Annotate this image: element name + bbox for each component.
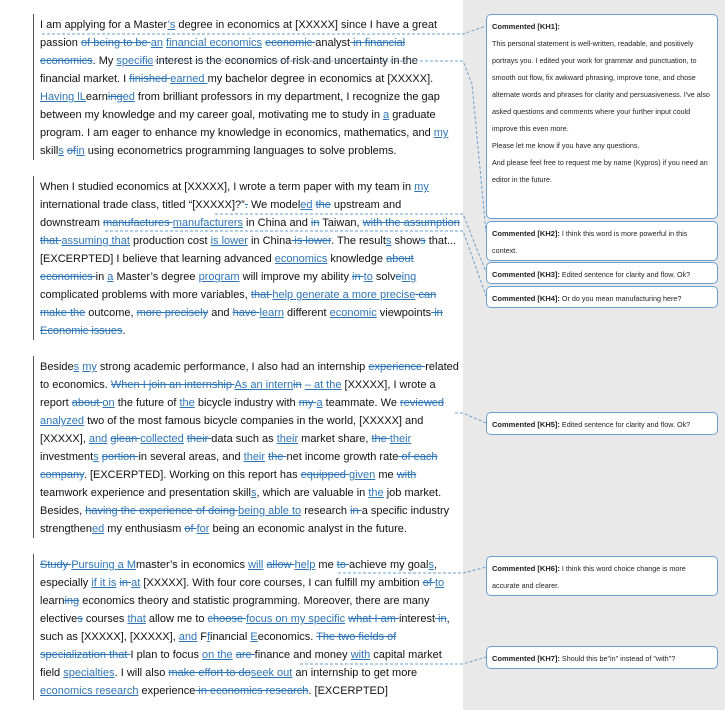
deleted-text: about (71, 397, 103, 409)
inserted-text: s (385, 235, 392, 247)
deleted-text: ing (107, 91, 123, 103)
inserted-text: specific (116, 55, 154, 67)
deleted-text: with the assumption that (40, 217, 460, 247)
body-text: economics. (257, 631, 317, 643)
body-text: using econometrics programming languages to solve problems. (84, 145, 397, 157)
body-text: knowledge (327, 253, 387, 265)
inserted-text: f (206, 631, 210, 643)
paragraph-1[interactable] (40, 16, 460, 160)
deleted-text: s (77, 613, 83, 625)
inserted-text: ed (122, 91, 135, 103)
inserted-text: collected (140, 433, 184, 445)
deleted-text: the (268, 451, 287, 463)
body-text: Master’s degree (113, 271, 199, 283)
body-text: research (301, 505, 351, 517)
inserted-text: if it is (91, 577, 117, 589)
deleted-text: The two fields of specialization that (40, 631, 397, 661)
comment-header: Commented [KH5]: (492, 420, 560, 429)
body-text: me (315, 559, 337, 571)
deleted-text: in Economic issues (40, 307, 443, 337)
deleted-text: When I join an internship (110, 379, 235, 391)
body-text: finance and money (254, 649, 351, 661)
deleted-text: is lower (291, 235, 332, 247)
body-text: teamwork experience and presentation skill (40, 487, 251, 499)
body-text: a specific industry strengthen (40, 505, 450, 535)
inserted-text: focus on my specific (246, 613, 346, 625)
deleted-text: having the experience of doing (85, 505, 239, 517)
paragraph-4[interactable] (40, 556, 460, 700)
inserted-text: manufacturers (172, 217, 243, 229)
comment-kh4[interactable] (486, 286, 718, 308)
inserted-text: seek out (250, 667, 293, 679)
inserted-text: and (178, 631, 198, 643)
body-text: courses (82, 613, 128, 625)
body-text: data such as (211, 433, 277, 445)
inserted-text: E (250, 631, 258, 643)
body-text: , which are valuable in (256, 487, 369, 499)
body-text: my enthusiasm (104, 523, 185, 535)
inserted-text: As an intern (234, 379, 294, 391)
body-text: me (375, 469, 397, 481)
body-text: [XXXXX]. With four core courses, I can fulfill my ambition (140, 577, 423, 589)
deleted-text: e (395, 271, 402, 283)
body-text: skill (40, 145, 59, 157)
body-text: show (391, 235, 421, 247)
inserted-text: – at the (304, 379, 342, 391)
inserted-text: assuming that (61, 235, 130, 247)
deleted-text: my (298, 397, 317, 409)
body-text: Beside (40, 361, 74, 373)
deleted-text: of (422, 577, 435, 589)
body-text: interest (398, 613, 436, 625)
comment-text: Should this be"in" instead of "with"? (561, 654, 676, 663)
body-text: production cost (129, 235, 211, 247)
inserted-text: learn (259, 307, 284, 319)
body-text: the future of (114, 397, 180, 409)
body-text: , especially (40, 559, 438, 589)
comment-kh6[interactable] (486, 556, 718, 596)
body-text: earn (85, 91, 108, 103)
inserted-text: economic (329, 307, 377, 319)
deleted-text: their (186, 433, 212, 445)
body-text: capital market field (40, 649, 442, 679)
deleted-text: Study (40, 559, 72, 571)
deleted-text: in financial economics (40, 37, 406, 67)
body-text: in China (247, 235, 292, 247)
deleted-text: portion (101, 451, 139, 463)
body-text: will improve my ability (239, 271, 353, 283)
comment-text: Or do you mean manufacturing here? (561, 294, 682, 303)
deleted-text: are (235, 649, 255, 661)
deleted-text: of (184, 523, 197, 535)
body-text: in China and (243, 217, 311, 229)
deleted-text: allow (266, 559, 295, 571)
inserted-text: the (368, 487, 384, 499)
comment-kh3[interactable] (486, 262, 718, 284)
inserted-text: s (428, 559, 434, 571)
deleted-text: in (435, 613, 447, 625)
body-text: . The result (331, 235, 386, 247)
comment-kh1[interactable] (486, 14, 718, 219)
comment-header: Commented [KH2]: (492, 229, 560, 238)
inserted-text: is lower (210, 235, 248, 247)
inserted-text: to (434, 577, 445, 589)
deleted-text: can make the (40, 289, 437, 319)
body-text: related to economics. (40, 361, 459, 391)
body-text: solv (372, 271, 396, 283)
body-text: When I studied economics at [XXXXX], I wrote a term paper with my team in (40, 181, 415, 193)
inserted-text: and (88, 433, 108, 445)
inserted-text: my (82, 361, 97, 373)
body-text: economics theory and statistic programming. Moreover, there are many elective (40, 595, 430, 625)
inserted-text: help (294, 559, 316, 571)
comment-text: Edited sentence for clarity and flow. Ok? (561, 270, 691, 279)
inserted-text: a (383, 109, 390, 121)
deleted-text: the (315, 199, 331, 211)
deleted-text: in economics research (195, 685, 309, 697)
inserted-text: the (179, 397, 195, 409)
body-text: . [EXCERPTED]. Working on this report has (83, 469, 301, 481)
deleted-text: to (336, 559, 349, 571)
inserted-text: their (389, 433, 412, 445)
inserted-text: ed (300, 199, 313, 211)
body-text: two of the most famous bicycle companies in the world, [XXXXX] and [XXXXX], (40, 415, 424, 445)
deleted-text: of (66, 145, 77, 157)
change-bar (33, 356, 34, 538)
paragraph-3[interactable] (40, 358, 460, 538)
body-text: I plan to focus (130, 649, 203, 661)
deleted-text: of being to be (80, 37, 151, 49)
body-text: . I will also (114, 667, 169, 679)
body-text: an internship to get more (292, 667, 418, 679)
deleted-text: choose (207, 613, 247, 625)
deleted-text: in (310, 217, 320, 229)
comment-kh5[interactable] (486, 412, 718, 435)
body-text: Taiwan, (319, 217, 363, 229)
body-text: job market. Besides, (40, 487, 442, 517)
body-text: and (208, 307, 233, 319)
comment-header: Commented [KH6]: (492, 564, 560, 573)
deleted-text: more precisely (136, 307, 209, 319)
inserted-text: to (363, 271, 373, 283)
inserted-text: earned (170, 73, 208, 85)
deleted-text: the (371, 433, 390, 445)
inserted-text: program (198, 271, 240, 283)
body-text: degree in economics at [XXXXX] since I have a great passion (40, 19, 438, 49)
inserted-text: economics research (40, 685, 139, 697)
inserted-text: being able to (238, 505, 302, 517)
deleted-text: equipped (300, 469, 349, 481)
inserted-text: s (73, 361, 80, 373)
body-text: investment (40, 451, 94, 463)
comment-text: Please let me know if you have any questions. (492, 141, 640, 150)
inserted-text: given (348, 469, 376, 481)
body-text: . My (92, 55, 117, 67)
body-text: net income growth rate (286, 451, 399, 463)
inserted-text: a (107, 271, 114, 283)
body-text: my bachelor degree in economics at [XXXXX]. (207, 73, 434, 85)
body-text: strong academic performance, I also had an internship (96, 361, 369, 373)
body-text: from brilliant professors in my department, I recognize the gap between my knowledge and my career goal, motivating me to study in (40, 91, 440, 121)
inserted-text: s (93, 451, 99, 463)
body-text: . [EXCERPTED] (308, 685, 388, 697)
inserted-text: specialties (63, 667, 115, 679)
comment-text: Edited sentence for clarity and flow. Ok? (561, 420, 691, 429)
deleted-text: of each company (40, 451, 438, 481)
comment-kh2[interactable] (486, 221, 718, 261)
inserted-text: Pursuing a M (71, 559, 136, 571)
body-text: being an economic analyst in the future. (209, 523, 407, 535)
deleted-text: with (396, 469, 417, 481)
body-text: in (95, 271, 108, 283)
change-bar (33, 176, 34, 340)
inserted-text: in (76, 145, 85, 157)
body-text: inancial (210, 631, 251, 643)
body-text: different (284, 307, 330, 319)
body-text: analyst (315, 37, 351, 49)
body-text: complicated problems with more variables, (40, 289, 251, 301)
inserted-text: on (102, 397, 115, 409)
deleted-text: economic (265, 37, 316, 49)
body-text: . (122, 325, 126, 337)
deleted-text: s (420, 235, 426, 247)
body-text: I am applying for a Master (40, 19, 168, 31)
body-text: viewpoints (376, 307, 432, 319)
comment-text: I think this word is more powerful in this context. (492, 229, 688, 255)
body-text: allow me to (145, 613, 208, 625)
inserted-text: at (131, 577, 141, 589)
body-text: F (197, 631, 207, 643)
deleted-text: . (244, 199, 248, 211)
body-text: achieve my goal (349, 559, 429, 571)
comment-text: This personal statement is well-written, readable, and positively portrays you. I edited your work for grammar and punctuation, to smooth out flow, fix awkward phrasing, improve tone, and chose alternate words and phrases for clarity and persuasiveness. I've also asked questions and comments where your further input could improve this even more. (492, 39, 710, 133)
inserted-text: economics (274, 253, 328, 265)
deleted-text: finished (129, 73, 171, 85)
inserted-text: my (414, 181, 429, 193)
deleted-text: about economics (40, 253, 414, 283)
inserted-text: financial economics (166, 37, 263, 49)
change-bar (33, 14, 34, 160)
inserted-text: on the (202, 649, 233, 661)
comment-text: I think this word choice change is more accurate and clearer. (492, 564, 686, 590)
inserted-text: s (250, 487, 257, 499)
body-text: learn (40, 595, 65, 607)
inserted-text: Having lL (40, 91, 86, 103)
body-text: graduate program. I am eager to enhance my knowledge in economics, mathematics, and (40, 109, 436, 139)
inserted-text: help generate a more precise (272, 289, 416, 301)
inserted-text: an (150, 37, 163, 49)
paragraph-2[interactable] (40, 178, 460, 340)
change-bar (33, 554, 34, 700)
inserted-text: their (243, 451, 266, 463)
inserted-text: for (196, 523, 210, 535)
deleted-text: ing (64, 595, 80, 607)
body-text: international trade class, titled “[XXXXX]?” (40, 199, 245, 211)
deleted-text: experience (368, 361, 426, 373)
deleted-text: in (350, 505, 362, 517)
comment-header: Commented [KH1]: (492, 22, 560, 31)
inserted-text: with (350, 649, 371, 661)
inserted-text: my (433, 127, 449, 139)
body-text: outcome, (85, 307, 137, 319)
inserted-text: that (127, 613, 146, 625)
body-text: interest is the economics of risk and uncertainty in the financial market. I (40, 55, 418, 85)
body-text: that... [EXCERPTED] I believe that learning advanced (40, 235, 457, 265)
deleted-text: in (293, 379, 302, 391)
deleted-text: manufactures (102, 217, 173, 229)
body-text: master’s in economics (136, 559, 249, 571)
inserted-text: a (316, 397, 323, 409)
body-text: [XXXXX], I wrote a report (40, 379, 436, 409)
deleted-text: in (119, 577, 132, 589)
body-text: market share, (298, 433, 372, 445)
body-text: , such as [XXXXX], [XXXXX], (40, 613, 450, 643)
body-text: We model (247, 199, 301, 211)
inserted-text: their (276, 433, 299, 445)
deleted-text: what I am (348, 613, 399, 625)
body-text: in several areas, and (138, 451, 244, 463)
comment-text: And please feel free to request me by name (Kypros) if you need an editor in the future. (492, 158, 708, 184)
deleted-text: glean (110, 433, 141, 445)
inserted-text: ’s (167, 19, 176, 31)
inserted-text: s (58, 145, 64, 157)
deleted-text: that (250, 289, 273, 301)
comment-header: Commented [KH7]: (492, 654, 560, 663)
inserted-text: analyzed (40, 415, 85, 427)
deleted-text: have (232, 307, 260, 319)
comment-kh7[interactable] (486, 646, 718, 669)
inserted-text: will (248, 559, 264, 571)
body-text: upstream and downstream (40, 199, 402, 229)
deleted-text: reviewed (400, 397, 445, 409)
inserted-text: ed (91, 523, 105, 535)
deleted-text: make effort to do (168, 667, 251, 679)
comment-header: Commented [KH3]: (492, 270, 560, 279)
body-text: bicycle industry with (194, 397, 299, 409)
comment-header: Commented [KH4]: (492, 294, 560, 303)
body-text: experience (138, 685, 196, 697)
body-text: teammate. We (322, 397, 400, 409)
inserted-text: ing (401, 271, 417, 283)
deleted-text: in (352, 271, 364, 283)
